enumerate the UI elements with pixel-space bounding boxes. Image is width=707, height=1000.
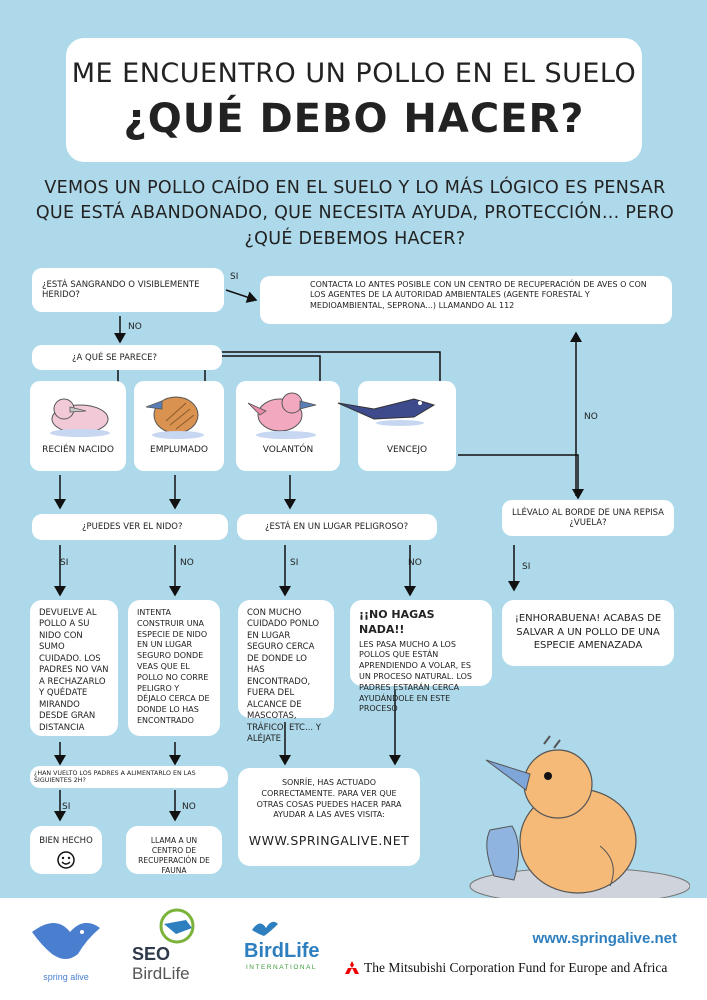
contact-box	[260, 276, 672, 324]
seo-birdlife-logo	[132, 906, 212, 994]
q-fly-label: LLÉVALO AL BORDE DE UNA REPISA ¿VUELA?	[512, 508, 664, 528]
fly-yes-text: ¡ENHORABUENA! ACABAS DE SALVAR A UN POLLO DE UNA ESPECIE AMENAZADA	[514, 613, 662, 651]
nest-yes-label: SI	[60, 558, 69, 568]
q-nest	[32, 514, 228, 540]
q-parents	[30, 766, 228, 788]
injured-yes-label: SI	[230, 272, 239, 282]
type-feathered-label: EMPLUMADO	[150, 445, 208, 455]
type-newborn-label: RECIÉN NACIDO	[42, 445, 114, 455]
q-fly	[502, 500, 674, 536]
fly-yes-label: SI	[522, 562, 531, 572]
footer-website[interactable]: www.springalive.net	[532, 930, 677, 947]
type-fledgling-label: VOLANTÓN	[262, 445, 314, 455]
q-injured	[32, 268, 224, 312]
danger-no-text: LES PASA MUCHO A LOS POLLOS QUE ESTÁN APRENDIENDO A VOLAR, ES UN PROCESO NATURAL. LOS PADRES ESTARÁN CERCA AYUDÁNDOLE EN ESTE PROCESO	[359, 639, 472, 714]
type-card-swift	[358, 381, 456, 471]
smiley-icon	[56, 850, 76, 870]
mitsubishi-text: The Mitsubishi Corporation Fund for Europe and Africa	[364, 960, 668, 975]
birdlife-logo-top: BirdLife	[244, 940, 320, 962]
springalive-logo	[26, 910, 106, 990]
nest-yes-card	[30, 600, 118, 736]
birdlife-international-logo	[244, 916, 334, 996]
parents-no-label: NO	[182, 802, 196, 812]
call-center-card	[126, 826, 222, 874]
nest-no-text: INTENTA CONSTRUIR UNA ESPECIE DE NIDO EN UN LUGAR SEGURO DONDE VEAS QUE EL POLLO NO CORRE PELIGRO Y DÉJALO CERCA DE DONDE LO HAS ENCONTRADO	[137, 608, 210, 725]
danger-yes-label: SI	[290, 558, 299, 568]
congrats-card	[238, 768, 420, 866]
well-done-card	[30, 826, 102, 874]
q-danger	[237, 514, 437, 540]
call-center-text: LLAMA A UN CENTRO DE RECUPERACIÓN DE FAUNA	[138, 836, 210, 876]
title-line2: ¿QUÉ DEBO HACER?	[123, 96, 585, 142]
well-done-text: BIEN HECHO	[39, 836, 93, 846]
intro-text: VEMOS UN POLLO CAÍDO EN EL SUELO Y LO MÁS LÓGICO ES PENSAR QUE ESTÁ ABANDONADO, QUE NECESITA AYUDA, PROTECCIÓN... PERO ¿QUÉ DEBEMOS HACER?	[35, 178, 675, 249]
danger-no-heading: ¡¡NO HAGAS NADA!!	[359, 608, 435, 636]
fly-no-label: NO	[584, 412, 598, 422]
q-danger-label: ¿ESTÁ EN UN LUGAR PELIGROSO?	[265, 522, 409, 532]
springalive-bird-icon	[26, 910, 106, 966]
injured-no-label: NO	[128, 322, 142, 332]
q-parents-label: ¿HAN VUELTO LOS PADRES A ALIMENTARLO EN LAS SIGUIENTES 2H?	[34, 770, 196, 784]
type-card-fledgling	[236, 381, 340, 471]
birdlife-logo-bottom: INTERNATIONAL	[246, 964, 318, 971]
birdlife-bird-icon	[250, 916, 280, 938]
mitsubishi-diamonds-icon	[344, 961, 360, 975]
fledgling-bird-icon	[236, 381, 340, 441]
parents-yes-label: SI	[62, 802, 71, 812]
contact-text: CONTACTA LO ANTES POSIBLE CON UN CENTRO DE RECUPERACIÓN DE AVES O CON LOS AGENTES DE LA AUTORIDAD AMBIENTALES (AGENTE FORESTAL Y MEDIOAMBIENTAL, SEPRONA...) LLAMANDO AL 112	[310, 280, 647, 310]
springalive-logo-text: spring alive	[43, 972, 89, 982]
danger-yes-card	[238, 600, 334, 745]
nest-no-label: NO	[180, 558, 194, 568]
q-looks-like-label: ¿A QUÉ SE PARECE?	[72, 352, 157, 363]
footer	[0, 898, 707, 1000]
nest-yes-text: DEVUELVE AL POLLO A SU NIDO CON SUMO CUIDADO. LOS PADRES NO VAN A RECHAZARLO Y QUÉDATE MIRANDO DESDE GRAN DISTANCIA	[39, 608, 109, 733]
kingfisher-icon	[152, 906, 202, 944]
type-swift-label: VENCEJO	[386, 445, 428, 455]
newborn-chick-icon	[30, 381, 126, 441]
mitsubishi-credit	[344, 960, 667, 976]
feathered-chick-icon	[134, 381, 224, 441]
congrats-text: SONRÍE, HAS ACTUADO CORRECTAMENTE. PARA VER QUE OTRAS COSAS PUEDES HACER PARA AYUDAR A LAS AVES VISITA:	[256, 778, 402, 820]
q-injured-label: ¿ESTÁ SANGRANDO O VISIBLEMENTE HERIDO?	[42, 280, 200, 300]
swift-bird-icon	[334, 381, 454, 441]
q-looks-like	[32, 345, 222, 370]
seo-logo-bottom: BirdLife	[132, 964, 190, 983]
congrats-url[interactable]: WWW.SPRINGALIVE.NET	[248, 833, 410, 849]
q-nest-label: ¿PUEDES VER EL NIDO?	[82, 522, 183, 532]
danger-no-card	[350, 600, 492, 714]
seo-logo-top: SEO	[132, 944, 171, 964]
fly-yes-card	[502, 600, 674, 666]
title-line1: ME ENCUENTRO UN POLLO EN EL SUELO	[71, 58, 637, 89]
type-card-feathered	[134, 381, 224, 471]
mascot-chick-illustration	[460, 726, 690, 900]
type-card-newborn	[30, 381, 126, 471]
danger-no-label: NO	[408, 558, 422, 568]
nest-no-card	[128, 600, 220, 736]
danger-yes-text: CON MUCHO CUIDADO PONLO EN LUGAR SEGURO CERCA DE DONDE LO HAS ENCONTRADO, FUERA DEL ALCANCE DE MASCOTAS, TRÁFICO, ETC... Y ALÉJATE	[247, 608, 321, 745]
